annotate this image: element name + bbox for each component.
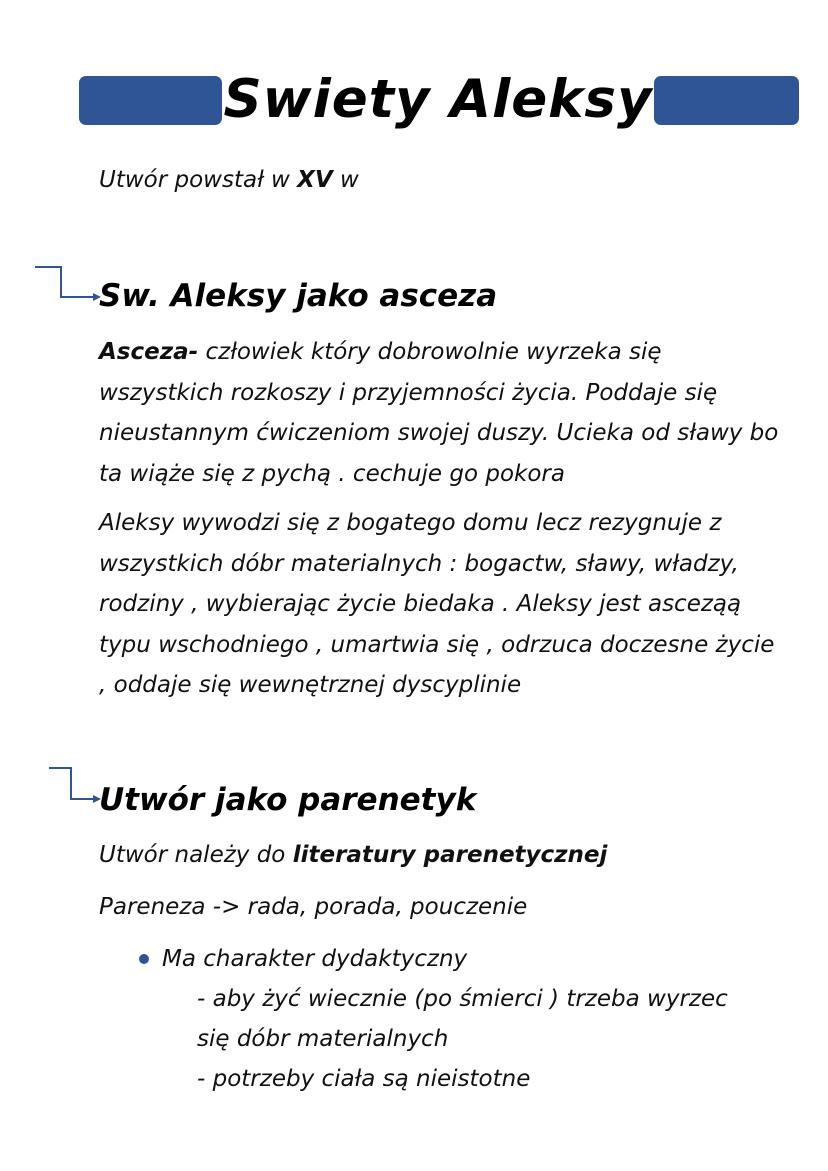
intro-text-before: Utwór powstał w [99,167,298,193]
asceza-term: Asceza- [99,339,199,365]
section-arrow-icon [33,264,103,306]
bullet-item: Ma charakter dydaktyczny [162,946,468,972]
section2-heading: Utwór jako parenetyk [99,782,477,818]
section2-line1 [99,842,607,868]
section2-line1-bold: literatury parenetycznej [292,842,608,868]
intro-line [99,167,359,193]
bullet-dot-icon [139,954,149,964]
section1-heading: Sw. Aleksy jako asceza [99,278,498,314]
section1-paragraph-definition [99,332,789,494]
section-arrow-icon [47,766,103,806]
intro-century: XV [297,167,333,193]
intro-text-after: w [332,167,359,193]
asceza-definition: człowiek który dobrowolnie wyrzeka się wszystkich rozkoszy i przyjemności życia. Poddaje się nieustannym ćwiczeniom swojej duszy. Ucieka od sławy bo ta wiąże się z pychą . cechuje go pokora [99,339,779,487]
sub-item-1-line1: - aby żyć wiecznie (po śmierci ) trzeba wyrzec [197,986,728,1012]
title-decor-bar-left [79,76,222,125]
sub-item-1-line2: się dóbr materialnych [197,1026,449,1052]
section2-line2: Pareneza -> rada, porada, pouczenie [99,894,528,920]
page-title: Swiety Aleksy [223,69,653,130]
section2-line1-text: Utwór należy do [99,842,293,868]
sub-item-2: - potrzeby ciała są nieistotne [197,1066,531,1092]
section1-paragraph-aleksy: Aleksy wywodzi się z bogatego domu lecz rezygnuje z wszystkich dóbr materialnych : bogactw, sławy, władzy, rodziny , wybierając życie biedaka . Aleksy jest asceząą typu wschodniego , umartwia się , odrzuca doczesne życie , oddaje się wewnętrznej dyscyplinie [99,510,775,698]
title-decor-bar-right [654,76,799,125]
